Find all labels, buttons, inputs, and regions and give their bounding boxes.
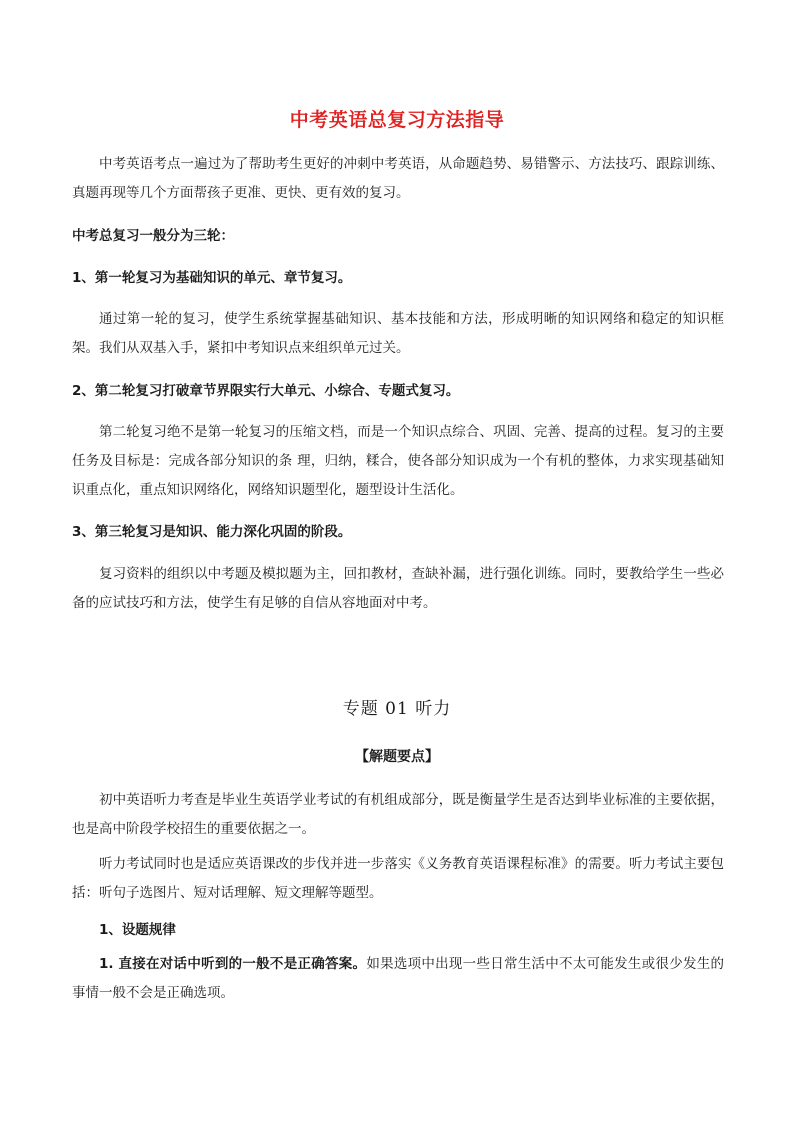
- three-rounds-heading: 中考总复习一般分为三轮：: [72, 228, 234, 244]
- round1-heading: 1、第一轮复习为基础知识的单元、章节复习。: [72, 270, 352, 286]
- listening-paragraph-1: 初中英语听力考查是毕业生英语学业考试的有机组成部分，既是衡量学生是否达到毕业标准的主要依据，也是高中阶段学校招生的重要依据之一。: [72, 792, 724, 837]
- round3-heading: 3、第三轮复习是知识、能力深化巩固的阶段。: [72, 524, 352, 540]
- listening-paragraph-2: 听力考试同时也是适应英语课改的步伐并进一步落实《义务教育英语课程标准》的需要。听力考试主要包括：听句子选图片、短对话理解、短文理解等题型。: [72, 856, 724, 901]
- round3-paragraph: 复习资料的组织以中考题及模拟题为主，回扣教材，查缺补漏，进行强化训练。同时，要教给学生一些必备的应试技巧和方法，使学生有足够的自信从容地面对中考。: [72, 566, 724, 611]
- document-title: 中考英语总复习方法指导: [289, 109, 505, 131]
- rules-heading: 1、设题规律: [99, 922, 176, 938]
- round1-paragraph: 通过第一轮的复习，使学生系统掌握基础知识、基本技能和方法，形成明晰的知识网络和稳定的知识框架。我们从双基入手，紧扣中考知识点来组织单元过关。: [72, 311, 724, 356]
- round2-paragraph: 第二轮复习绝不是第一轮复习的压缩文档，而是一个知识点综合、巩固、完善、提高的过程。复习的主要任务及目标是：完成各部分知识的条 理，归纳，糅合，使各部分知识成为一个有机的整体，力求实现基础知识重点化，重点知识网络化，网络知识题型化，题型设计生活化。: [72, 424, 724, 498]
- round2-heading: 2、第二轮复习打破章节界限实行大单元、小综合、专题式复习。: [72, 383, 460, 399]
- rule1-paragraph: [72, 950, 724, 1008]
- rule1-text: 如果选项中出现一些日常生活中不太可能发生或很少发生的事情一般不会是正确选项。: [72, 956, 724, 1001]
- intro-paragraph: 中考英语考点一遍过为了帮助考生更好的冲刺中考英语，从命题趋势、易错警示、方法技巧、跟踪训练、真题再现等几个方面帮孩子更准、更快、更有效的复习。: [72, 156, 724, 201]
- rule1-bold-text: 1. 直接在对话中听到的一般不是正确答案。: [99, 956, 367, 972]
- topic-title: 专题 01 听力: [342, 699, 452, 719]
- key-points-heading: 【解题要点】: [355, 749, 439, 765]
